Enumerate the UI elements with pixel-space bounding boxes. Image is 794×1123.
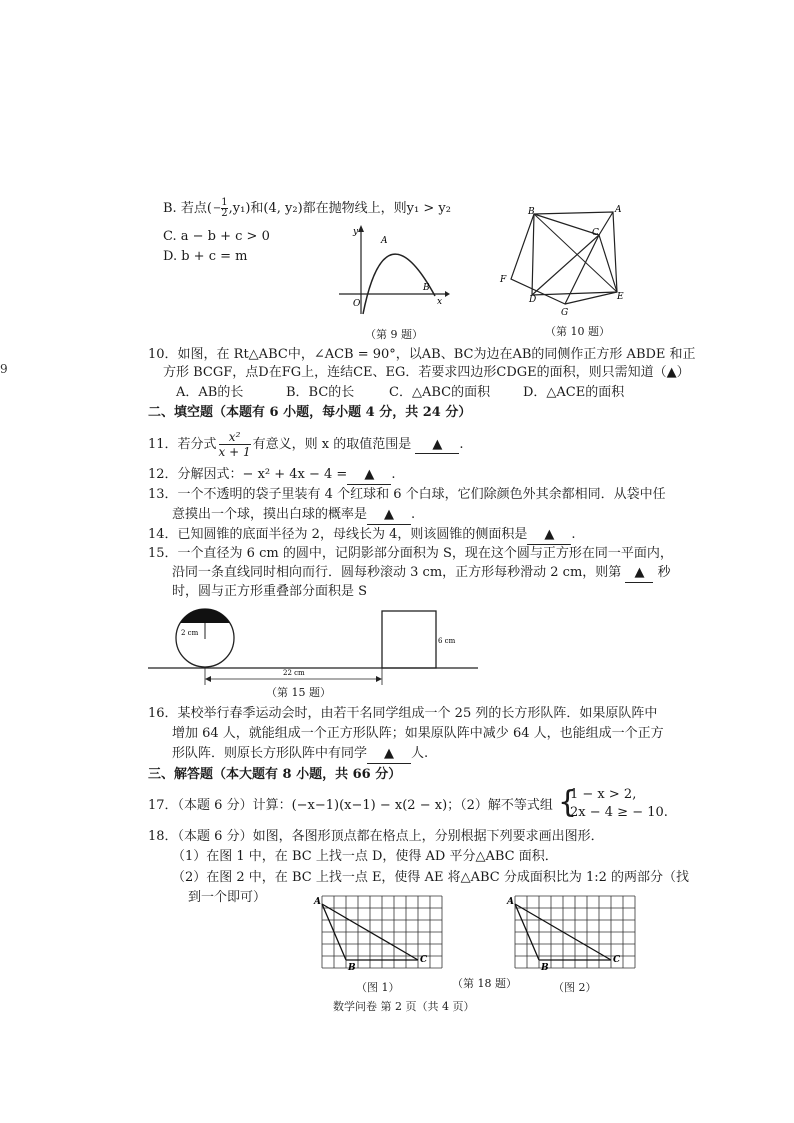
- margin-mark: 9: [0, 362, 8, 376]
- label-b: B: [348, 963, 356, 973]
- q15-line1: 15．一个直径为 6 cm 的圆中，记阴影部分面积为 S，现在这个圆与正方形在同一平面内，: [148, 546, 673, 561]
- label-y: y: [353, 227, 359, 237]
- q10-option-b: B．BC的长: [286, 385, 355, 400]
- q18-fig2-caption: （图 2）: [553, 981, 597, 994]
- q9-option-c: C. a − b + c > 0: [163, 229, 270, 244]
- q18-caption: （第 18 题）: [452, 977, 517, 990]
- label-b: B: [528, 207, 535, 217]
- label-22cm: 22 cm: [283, 669, 305, 677]
- label-f: F: [500, 275, 507, 285]
- label-c: C: [420, 955, 428, 965]
- q16-line3: 形队阵．则原长方形队阵中有同学 ▲ 人.: [172, 745, 428, 764]
- q10-square-figure: [495, 202, 625, 322]
- label-d: D: [529, 295, 537, 305]
- shaded-segment: [180, 609, 230, 623]
- q9-caption: （第 9 题）: [365, 328, 423, 341]
- section2-title: 二、填空题（本题有 6 小题，每小题 4 分，共 24 分）: [148, 405, 472, 420]
- page-footer: 数学问卷 第 2 页（共 4 页）: [333, 1000, 475, 1013]
- label-a: A: [615, 205, 622, 215]
- label-e: E: [617, 292, 624, 302]
- q10-caption: （第 10 题）: [545, 325, 610, 338]
- q11-answer-blank[interactable]: ▲: [415, 437, 459, 454]
- q9-parabola-figure: [335, 222, 450, 317]
- q10-option-c: C．△ABC的面积: [389, 385, 491, 400]
- label-o: O: [353, 299, 361, 309]
- q18-fig1-caption: （图 1）: [356, 981, 400, 994]
- q18-grid-figure-2: [503, 892, 643, 977]
- q10-stem-line1: 10．如图，在 Rt△ABC中，∠ACB = 90°，以AB、BC为边在AB的同侧作正方形 ABDE 和正: [148, 347, 696, 362]
- inequality-2: 2x − 4 ≥ − 10.: [570, 805, 668, 820]
- q14: 14．已知圆锥的底面半径为 2，母线长为 4，则该圆锥的侧面积是 ▲ .: [148, 526, 576, 545]
- label-x: x: [437, 297, 443, 307]
- q9-option-b: B. 若点(− $\frac{1}{2}$ ,y₁)和(4, y₂)都在抛物线上，则y₁ > y₂: [163, 197, 451, 219]
- q18-part2b: 到一个即可）: [188, 890, 267, 905]
- q15-line2: 沿同一条直线同时相向而行．圆每秒滚动 3 cm，正方形每秒滑动 2 cm，则第 ▲ 秒: [172, 564, 671, 583]
- q13-line2: 意摸出一个球，摸出白球的概率是 ▲ .: [172, 506, 415, 525]
- label-a: A: [314, 897, 321, 907]
- q13-line1: 13．一个不透明的袋子里装有 4 个红球和 6 个白球，它们除颜色外其余都相同．从袋中任: [148, 487, 666, 502]
- q18-line1: 18．（本题 6 分）如图，各图形顶点都在格点上，分别根据下列要求画出图形．: [148, 829, 604, 844]
- label-a: A: [507, 897, 514, 907]
- sliding-square: [382, 611, 436, 668]
- label-c: C: [592, 228, 599, 238]
- q18-grid-figure-1: [310, 892, 450, 977]
- section3-title: 三、解答题（本大题有 8 小题，共 66 分）: [148, 767, 402, 782]
- q12: 12．分解因式：− x² + 4x − 4 = ▲ .: [148, 466, 395, 485]
- q10-stem-line2: 方形 BCGF，点D在FG上，连结CE、EG．若要求四边形CDGE的面积，则只需知道（▲）: [163, 365, 690, 380]
- q12-answer-blank[interactable]: ▲: [347, 466, 391, 485]
- q11: 11．若分式 $\frac{\text{x²}}{x + 1}$ 有意义，则 x 的取值范围是 ▲ .: [148, 430, 464, 459]
- q13-answer-blank[interactable]: ▲: [367, 506, 411, 525]
- q14-answer-blank[interactable]: ▲: [527, 526, 571, 545]
- q16-answer-blank[interactable]: ▲: [367, 745, 411, 764]
- label-b: B: [541, 963, 549, 973]
- q15-answer-blank[interactable]: ▲: [625, 564, 653, 583]
- q10-option-d: D．△ACE的面积: [523, 385, 625, 400]
- label-2cm: 2 cm: [181, 629, 199, 637]
- label-g: G: [561, 308, 569, 318]
- square-bcgf: [511, 214, 599, 304]
- q18-part1: （1）在图 1 中，在 BC 上找一点 D，使得 AD 平分△ABC 面积．: [172, 849, 558, 864]
- label-6cm: 6 cm: [438, 637, 456, 645]
- q18-part2a: （2）在图 2 中，在 BC 上找一点 E，使得 AE 将△ABC 分成面积比为 1:2 的两部分（找: [172, 870, 690, 885]
- label-c: C: [613, 955, 621, 965]
- q17: 17．（本题 6 分）计算：(−x−1)(x−1) − x(2 − x)；（2）解不等式组: [148, 798, 553, 813]
- q9-option-d: D. b + c = m: [163, 249, 248, 264]
- q15-caption: （第 15 题）: [266, 686, 331, 699]
- label-b: B: [423, 283, 430, 293]
- label-a: A: [381, 236, 388, 246]
- q16-line1: 16．某校举行春季运动会时，由若干名同学组成一个 25 列的长方形队阵．如果原队阵中: [148, 706, 658, 721]
- q15-line3: 时，圆与正方形重叠部分面积是 S: [172, 584, 368, 599]
- inequality-1: 1 − x > 2,: [570, 787, 637, 802]
- q10-option-a: A．AB的长: [176, 385, 244, 400]
- q16-line2: 增加 64 人，就能组成一个正方形队阵；如果原队阵中减少 64 人，也能组成一个正方: [172, 726, 664, 741]
